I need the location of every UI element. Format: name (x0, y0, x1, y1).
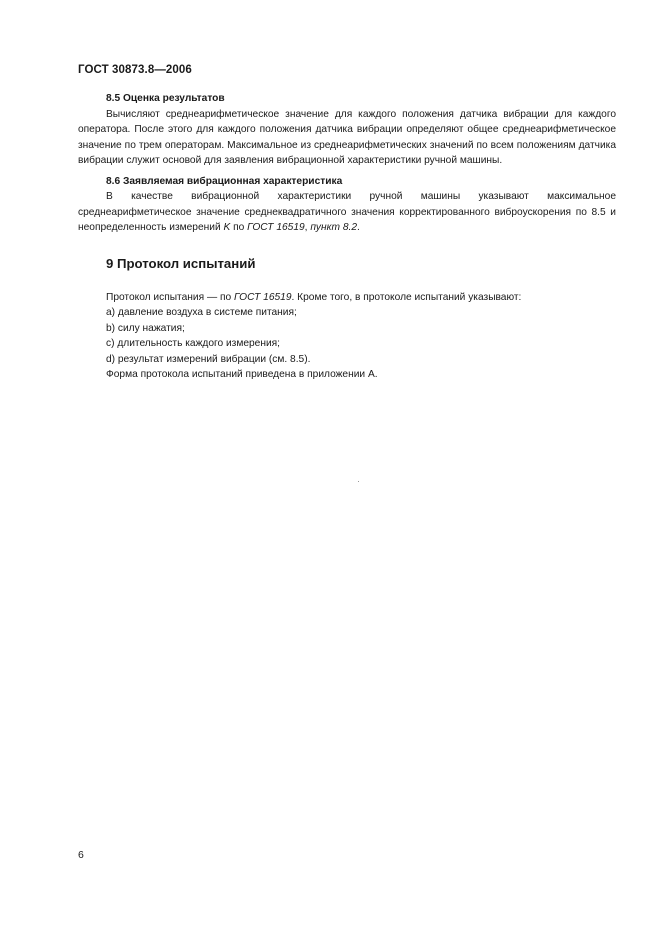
paragraph-8-6-text-3: , (304, 222, 311, 233)
symbol-k: K (223, 222, 231, 233)
scan-artifact-dot (358, 481, 359, 482)
paragraph-9-intro-text-1: Протокол испытания — по (106, 291, 234, 303)
standard-reference: ГОСТ 16519 (233, 291, 292, 303)
section-heading-9: 9 Протокол испытаний (106, 255, 256, 271)
list-item: c) длительность каждого измерения; (106, 338, 281, 349)
subsection-heading-8-5: 8.5 Оценка результатов (106, 93, 225, 104)
paragraph-8-5: Вычисляют среднеарифметическое значение для каждого положения датчика вибрации для каждого оператора. После этого для каждого положения датчика вибрации определяют общее среднеарифметическое значение по трем операторам. Максимальное из среднеарифметических значений по всем положениям датчика вибрации служит основой для заявления вибрационной характеристики ручной машины. (78, 108, 616, 166)
subsection-heading-8-6: 8.6 Заявляемая вибрационная характеристика (106, 175, 343, 187)
paragraph-8-6 (78, 189, 616, 236)
standard-item-reference: пункт 8.2 (310, 222, 358, 233)
paragraph-9-intro-text-2: . Кроме того, в протоколе испытаний указывают: (291, 291, 522, 303)
standard-reference: ГОСТ 16519 (247, 222, 305, 233)
paragraph-8-6-text-1: В качестве вибрационной характеристики ручной машины указывают максимальное среднеарифметическое значение среднеквадратичного значения корректированного виброускорения по 8.5 и неопределенность измерений (78, 191, 616, 233)
paragraph-8-6-text-2: по (230, 222, 248, 233)
document-body (78, 91, 616, 383)
list-item: a) давление воздуха в системе питания; (106, 307, 297, 318)
list-item: d) результат измерений вибрации (см. 8.5). (106, 353, 311, 365)
document-header: ГОСТ 30873.8—2006 (78, 64, 192, 76)
page-number: 6 (78, 849, 84, 861)
paragraph-9-intro (78, 290, 616, 306)
paragraph-8-6-text-4: . (357, 222, 360, 233)
paragraph-9-closing: Форма протокола испытаний приведена в приложении А. (106, 369, 378, 380)
list-item: b) силу нажатия; (106, 322, 185, 334)
